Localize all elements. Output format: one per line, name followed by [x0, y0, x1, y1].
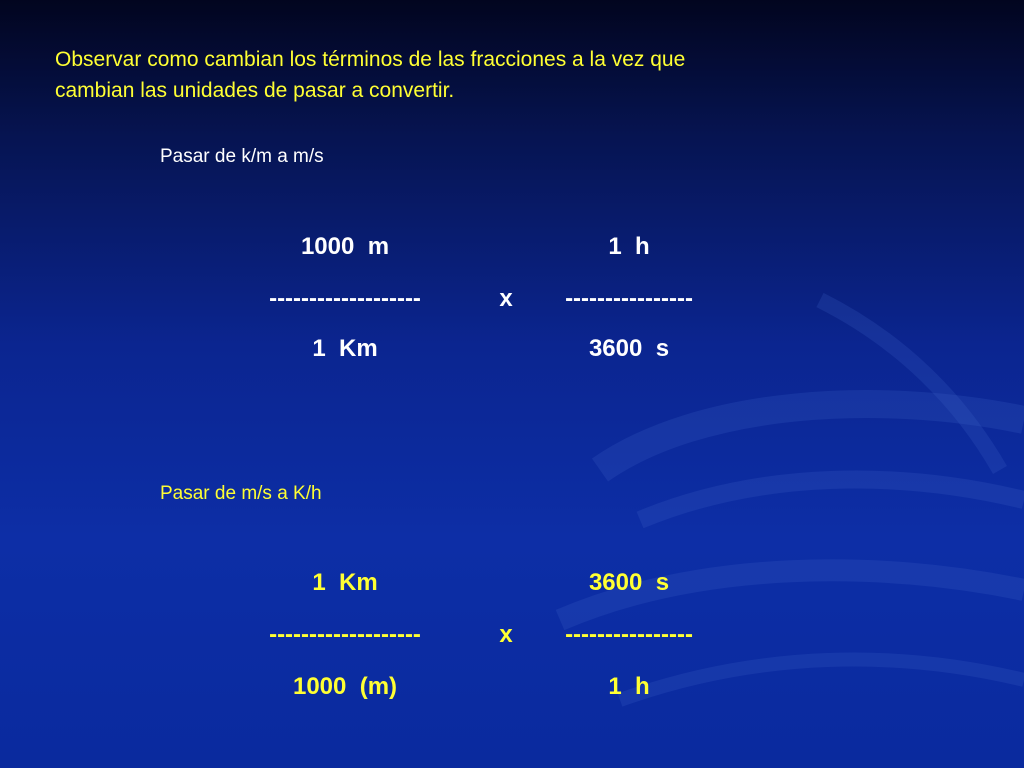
conversion-2-left-fraction-bar: ------------------- [269, 621, 421, 648]
conversion-2-right-denominator: 1 h [608, 673, 650, 700]
conversion-1-right-numerator: 1 h [608, 233, 650, 260]
conversion-1-right-fraction-bar: ---------------- [565, 285, 693, 312]
conversion-1-label: Pasar de k/m a m/s [160, 146, 324, 167]
conversion-1-left-numerator: 1000 m [300, 233, 390, 260]
conversion-2-right-numerator: 3600 s [588, 569, 670, 596]
conversion-2-right-fraction-bar: ---------------- [565, 621, 693, 648]
intro-line-1: Observar como cambian los términos de las fracciones a la vez que [55, 48, 686, 71]
conversion-2-left-numerator: 1 Km [312, 569, 378, 596]
conversion-1-multiply-operator: x [499, 285, 513, 312]
intro-line-2: cambian las unidades de pasar a convertir. [55, 79, 455, 102]
conversion-1-left-denominator: 1 Km [312, 335, 378, 362]
conversion-1-right-denominator: 3600 s [588, 335, 670, 362]
conversion-1-left-fraction-bar: ------------------- [269, 285, 421, 312]
intro-text [55, 44, 895, 106]
conversion-2-multiply-operator: x [499, 621, 513, 648]
conversion-2-label: Pasar de m/s a K/h [160, 483, 322, 504]
conversion-2-left-denominator: 1000 (m) [292, 673, 398, 700]
